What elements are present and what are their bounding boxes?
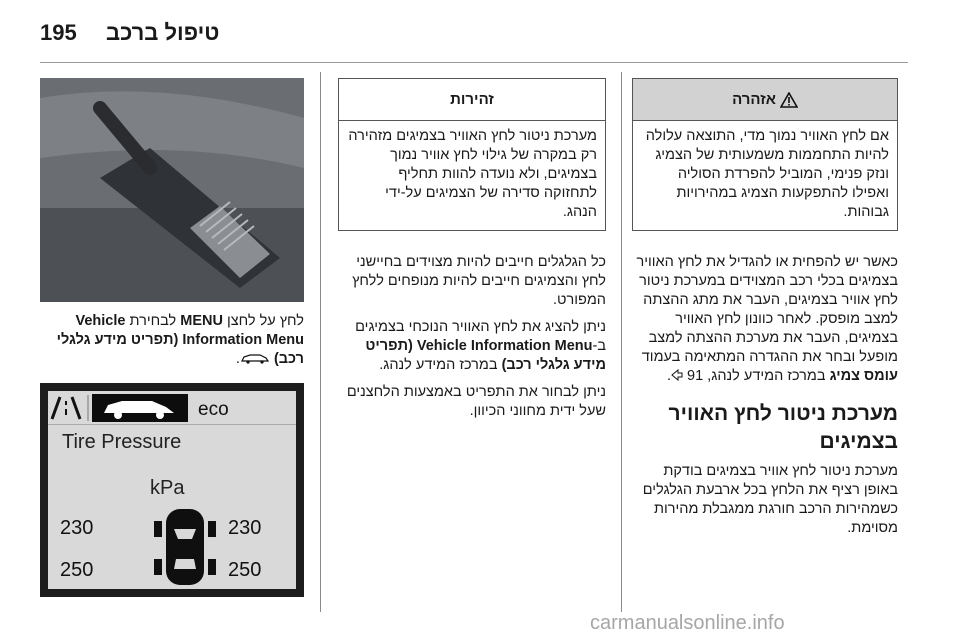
arrow-reference-icon [671, 369, 683, 381]
display-icons [48, 391, 296, 425]
display-paragraph: ניתן להציג את לחץ האוויר הנוכחי בצמיגים ב-Vehicle Information Menu (תפריט מידע גלגלי רכב) במרכז המידע לנהג. [355, 319, 606, 373]
photo-caption: לחץ על לחצן MENU לבחירת Vehicle Information Menu (תפריט מידע גלגלי רכב) . [56, 313, 304, 367]
note-box-header [339, 79, 605, 121]
adjust-pressure-paragraph: כאשר יש להפחית או להגדיל את לחץ האוויר בצמיגים בכלי רכב המצוידים במערכת ניטור לחץ אוויר בצמיגים, העבר את מתג ההצתה למצב מופסק. לאחר כוונון לחץ האוויר בצמיגים, העבר את מערכת ההצתה למצב מופעל ובחר את ההגדרה המתאימה בעמוד עומס צמיג במרכז המידע לנהג, 91 . [636, 254, 898, 384]
warning-triangle-icon [780, 92, 798, 108]
warning-box [632, 78, 898, 231]
right-column [632, 78, 898, 546]
page-title: טיפול ברכב [106, 20, 220, 45]
middle-column [338, 78, 606, 429]
note-heading: זהירות [450, 91, 494, 108]
front-right-pressure: 230 [228, 517, 262, 539]
display-unit: kPa [150, 477, 185, 499]
display-icon-bar [48, 391, 296, 425]
header-divider [40, 62, 908, 63]
car-outline-icon [240, 352, 270, 364]
tire-pressure-display [40, 383, 304, 597]
section-body: מערכת ניטור לחץ אוויר בצמיגים בודקת באופן רציף את הלחץ בכל ארבעת הגלגלים כשמהירות הרכב חורגת ממגבלת מהירות מסוימת. [642, 463, 898, 536]
turn-signal-lever-photo [40, 78, 304, 302]
page-reference[interactable]: 91 . [666, 368, 704, 384]
road-icon [52, 397, 80, 419]
section-title: מערכת ניטור לחץ האוויר בצמיגים [668, 402, 898, 453]
display-title: Tire Pressure [62, 431, 182, 453]
watermark: carmanualsonline.info [590, 612, 785, 634]
column-divider [320, 72, 321, 612]
page-number: 195 [40, 20, 77, 45]
column-divider [621, 72, 622, 612]
left-column [40, 78, 304, 597]
page-header [40, 14, 908, 54]
display-screen [48, 391, 296, 589]
note-body: מערכת ניטור לחץ האוויר בצמיגים מזהירה רק במקרה של גילוי לחץ אוויר נמוך בצמיגים, ולא נועדה להוות תחליף לתחזוקה סדירה של הצמיגים על-ידי הנהג. [348, 128, 597, 220]
warning-box-header [633, 79, 897, 121]
warning-heading: אזהרה [732, 91, 776, 108]
menu-button-label: MENU [180, 313, 223, 329]
warning-body: אם לחץ האוויר נמוך מדי, התוצאה עלולה להיות התחממות משמעותית של הצמיג ונזק פנימי, המוביל להפרדת הסוליה ואפילו להתפקעות הצמיג במהירויות גבוהות. [645, 128, 889, 220]
menu-paragraph: ניתן לבחור את התפריט באמצעות הלחצנים שעל ידית מחווני הכיוון. [346, 384, 606, 419]
rear-left-pressure: 250 [60, 559, 94, 581]
sensors-paragraph: כל הגלגלים חייבים להיות מצוידים בחיישני לחץ והצמיגים חייבים להיות מנופחים ללחץ המפורט. [352, 254, 606, 308]
car-top-view-icon [152, 507, 218, 587]
note-box [338, 78, 606, 231]
lever-illustration [40, 78, 304, 302]
front-left-pressure: 230 [60, 517, 94, 539]
rear-right-pressure: 250 [228, 559, 262, 581]
eco-label: eco [198, 399, 229, 420]
